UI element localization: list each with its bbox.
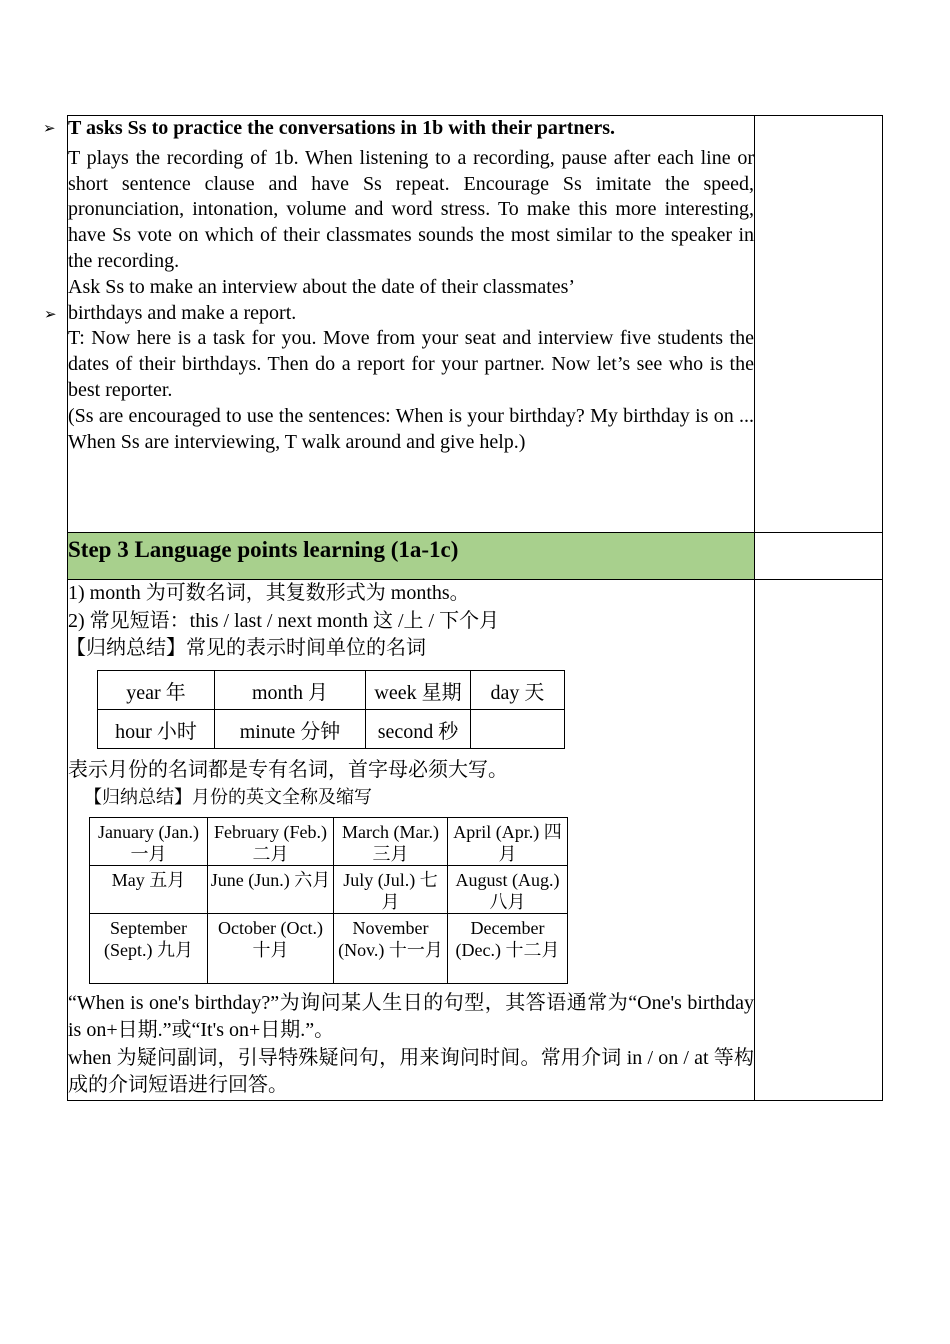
step-title: Step 3 Language points learning (1a-1c) bbox=[68, 537, 459, 562]
time-units-table bbox=[97, 670, 565, 749]
proper-noun-note: 表示月份的名词都是专有名词，首字母必须大写。 bbox=[68, 759, 508, 781]
month-cell: March (Mar.) 三月 bbox=[334, 817, 448, 865]
month-cell: November (Nov.) 十一月 bbox=[334, 913, 448, 983]
months-row bbox=[90, 817, 568, 865]
step-notes-cell bbox=[755, 533, 883, 580]
month-cell: August (Aug.) 八月 bbox=[448, 865, 568, 913]
bullet-arrow-icon: ➢ bbox=[44, 305, 57, 323]
units-cell: month 月 bbox=[215, 671, 366, 710]
language-notes-cell bbox=[755, 580, 883, 1101]
student-note: (Ss are encouraged to use the sentences: When is your birthday? My birthday is on ... When Ss are interviewing, T walk around and give help.) bbox=[68, 404, 754, 453]
step-title-cell bbox=[68, 533, 755, 580]
month-cell: February (Feb.) 二月 bbox=[208, 817, 334, 865]
month-cell: June (Jun.) 六月 bbox=[208, 865, 334, 913]
ask-line-1: Ask Ss to make an interview about the date of their classmates’ bbox=[68, 275, 576, 298]
units-cell: minute 分钟 bbox=[215, 710, 366, 749]
task-cell bbox=[68, 116, 755, 533]
months-table bbox=[89, 817, 568, 984]
summary-months: 【归纳总结】月份的英文全称及缩写 bbox=[84, 786, 372, 807]
lesson-plan-table bbox=[67, 115, 883, 1101]
ask-line-2: birthdays and make a report. bbox=[68, 301, 297, 324]
task-heading: T asks Ss to practice the conversations in 1b with their partners. bbox=[68, 117, 616, 139]
month-cell: May 五月 bbox=[90, 865, 208, 913]
teacher-instruction: T: Now here is a task for you. Move from your seat and interview five students the dates of their birthdays. Then do a report for your partner. Now let’s see who is the best reporter. bbox=[68, 327, 754, 401]
month-cell: September (Sept.) 九月 bbox=[90, 913, 208, 983]
when-pattern-note: “When is one's birthday?”为询问某人生日的句型，其答语通常为“One's birthday is on+日期.”或“It's on+日期.”。 bbox=[68, 991, 754, 1041]
when-adverb-note: when 为疑问副词，引导特殊疑问句，用来询问时间。常用介词 in / on / at 等构成的介词短语进行回答。 bbox=[68, 1046, 754, 1096]
task-row bbox=[68, 116, 883, 533]
units-cell: week 星期 bbox=[366, 671, 471, 710]
language-row bbox=[68, 580, 883, 1101]
units-cell: day 天 bbox=[471, 671, 565, 710]
month-cell: July (Jul.) 七月 bbox=[334, 865, 448, 913]
units-cell: second 秒 bbox=[366, 710, 471, 749]
units-cell bbox=[471, 710, 565, 749]
month-cell: April (Apr.) 四月 bbox=[448, 817, 568, 865]
bullet-arrow-icon: ➢ bbox=[43, 119, 56, 137]
step-row bbox=[68, 533, 883, 580]
months-row bbox=[90, 865, 568, 913]
point-1: 1) month 为可数名词，其复数形式为 months。 bbox=[68, 582, 470, 604]
summary-time-units: 【归纳总结】常见的表示时间单位的名词 bbox=[66, 637, 426, 659]
months-row bbox=[90, 913, 568, 983]
month-cell: October (Oct.) 十月 bbox=[208, 913, 334, 983]
units-row bbox=[98, 671, 565, 710]
language-points-cell bbox=[68, 580, 755, 1101]
month-cell: December (Dec.) 十二月 bbox=[448, 913, 568, 983]
units-row bbox=[98, 710, 565, 749]
point-2: 2) 常见短语：this / last / next month 这 /上 / 下个月 bbox=[68, 609, 500, 632]
units-cell: hour 小时 bbox=[98, 710, 215, 749]
notes-cell bbox=[755, 116, 883, 533]
month-cell: January (Jan.) 一月 bbox=[90, 817, 208, 865]
recording-paragraph: T plays the recording of 1b. When listening to a recording, pause after each line or short sentence clause and have Ss repeat. Encourage Ss imitate the speed, pronunciation, intonation, volume and word stress. To make this more interesting, have Ss vote on which of their classmates sounds the most similar to the speaker in the recording. bbox=[68, 146, 754, 272]
units-cell: year 年 bbox=[98, 671, 215, 710]
